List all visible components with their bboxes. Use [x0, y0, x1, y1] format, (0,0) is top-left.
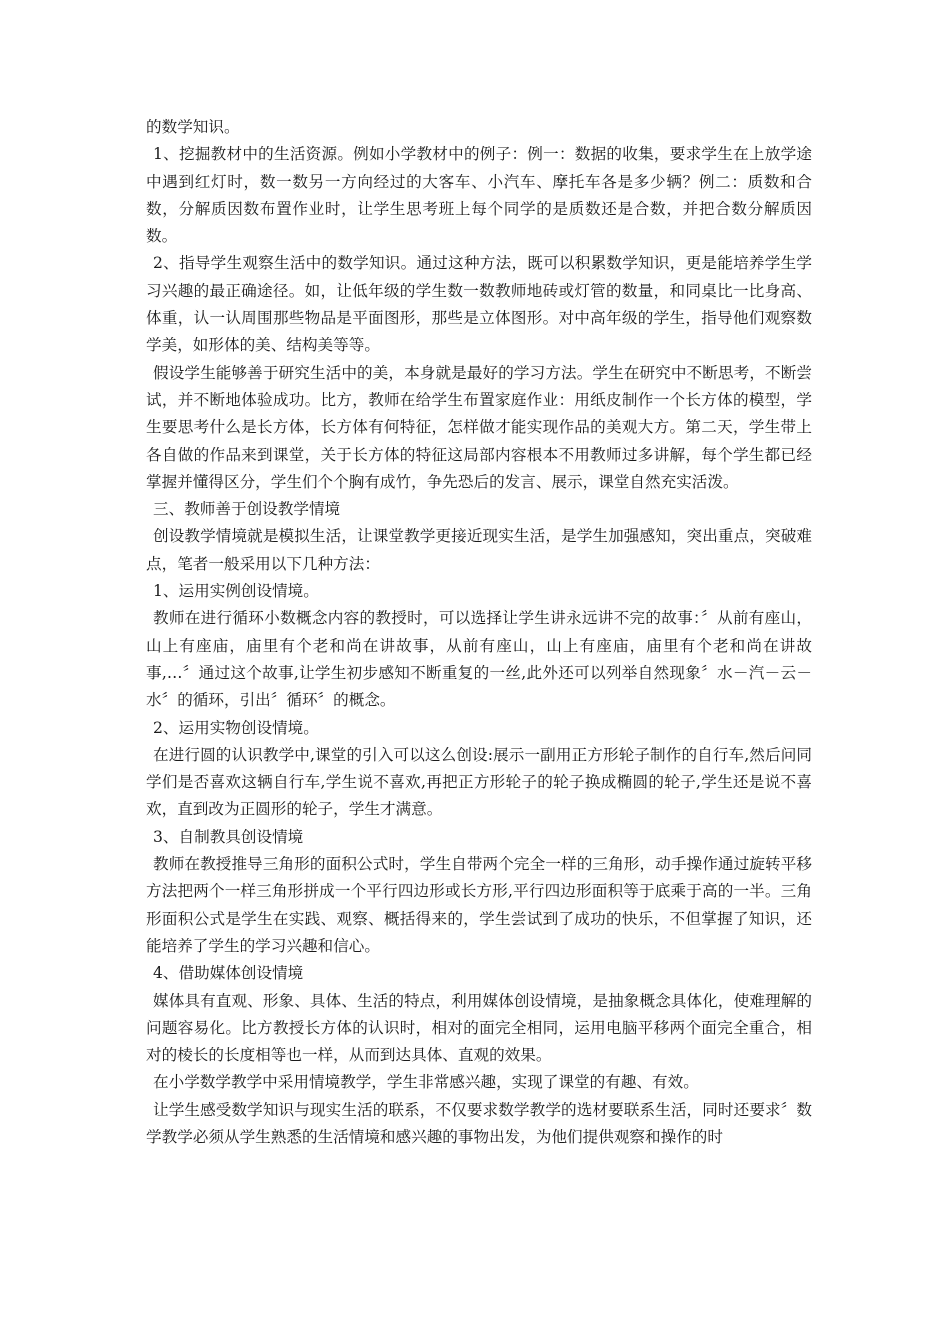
- paragraph-continuation: 的数学知识。: [146, 118, 240, 136]
- paragraph-study-beauty: 假设学生能够善于研究生活中的美，本身就是最好的学习方法。学生在研究中不断思考，不断尝试，并不断地体验成功。比方，教师在给学生布置家庭作业：用纸皮制作一个长方体的模型，学生要思考什么是长方体，长方体有何特征，怎样做才能实现作品的美观大方。第二天，学生带上各自做的作品来到课堂，关于长方体的特征这局部内容根本不用教师过多讲解，每个学生都已经掌握并懂得区分，学生们个个胸有成竹，争先恐后的发言、展示，课堂自然充实活泼。: [146, 363, 812, 491]
- body-text: [146, 114, 812, 1151]
- paragraph-example-media: 媒体具有直观、形象、具体、生活的特点，利用媒体创设情境，是抽象概念具体化，使难理解的问题容易化。比方教授长方体的认识时，相对的面完全相同，运用电脑平移两个面完全重合，相对的棱长的长度相等也一样，从而到达具体、直观的效果。: [146, 991, 812, 1065]
- subheading-3: 3、自制教具创设情境: [153, 827, 304, 846]
- section-heading-3: 三、教师善于创设教学情境: [153, 500, 341, 519]
- paragraph-example-triangle: 教师在教授推导三角形的面积公式时，学生自带两个完全一样的三角形，动手操作通过旋转平移方法把两个一样三角形拼成一个平行四边形或长方形,平行四边形面积等于底乘于高的一半。三角形面积公式是学生在实践、观察、概括得来的，学生尝试到了成功的快乐，不但掌握了知识，还能培养了学生的学习兴趣和信心。: [146, 855, 812, 955]
- paragraph-item-1: 1、挖掘教材中的生活资源。例如小学教材中的例子：例一：数据的收集，要求学生在上放学途中遇到红灯时，数一数另一方向经过的大客车、小汽车、摩托车各是多少辆？例二：质数和合数，分解质因数布置作业时，让学生思考班上每个同学的是质数还是合数，并把合数分解质因数。: [146, 145, 812, 246]
- subheading-4: 4、借助媒体创设情境: [153, 964, 304, 983]
- subheading-2: 2、运用实物创设情境。: [153, 718, 319, 737]
- paragraph-example-story: 教师在进行循环小数概念内容的教授时，可以选择让学生讲永远讲不完的故事：〞从前有座山，山上有座庙，庙里有个老和尚在讲故事，从前有座山，山上有座庙，庙里有个老和尚在讲故事,…〞通过这个故事,让学生初步感知不断重复的一丝,此外还可以列举自然现象〞水－汽－云－水〞的循环，引出〞循环〞的概念。: [146, 609, 812, 710]
- paragraph-example-bicycle: 在进行圆的认识教学中,课堂的引入可以这么创设:展示一副用正方形轮子制作的自行车,然后问同学们是否喜欢这辆自行车,学生说不喜欢,再把正方形轮子的轮子换成椭圆的轮子,学生还是说不喜欢，直到改为正圆形的轮子，学生才满意。: [146, 745, 812, 819]
- paragraph-summary: 在小学数学教学中采用情境教学，学生非常感兴趣，实现了课堂的有趣、有效。: [153, 1073, 699, 1092]
- paragraph-create-situation: 创设教学情境就是模拟生活，让课堂教学更接近现实生活，是学生加强感知，突出重点，突破难点，笔者一般采用以下几种方法：: [146, 527, 812, 573]
- paragraph-item-2: 2、指导学生观察生活中的数学知识。通过这种方法，既可以积累数学知识，更是能培养学生学习兴趣的最正确途径。如，让低年级的学生数一数教师地砖或灯管的数量，和同桌比一比身高、体重，认一认周围那些物品是平面图形，那些是立体图形。对中高年级的学生，指导他们观察数学美，如形体的美、结构美等等。: [146, 254, 812, 355]
- subheading-1: 1、运用实例创设情境。: [153, 582, 319, 601]
- paragraph-final: 让学生感受数学知识与现实生活的联系，不仅要求数学教学的选材要联系生活，同时还要求〞数学教学必须从学生熟悉的生活情境和感兴趣的事物出发，为他们提供观察和操作的时: [146, 1100, 812, 1146]
